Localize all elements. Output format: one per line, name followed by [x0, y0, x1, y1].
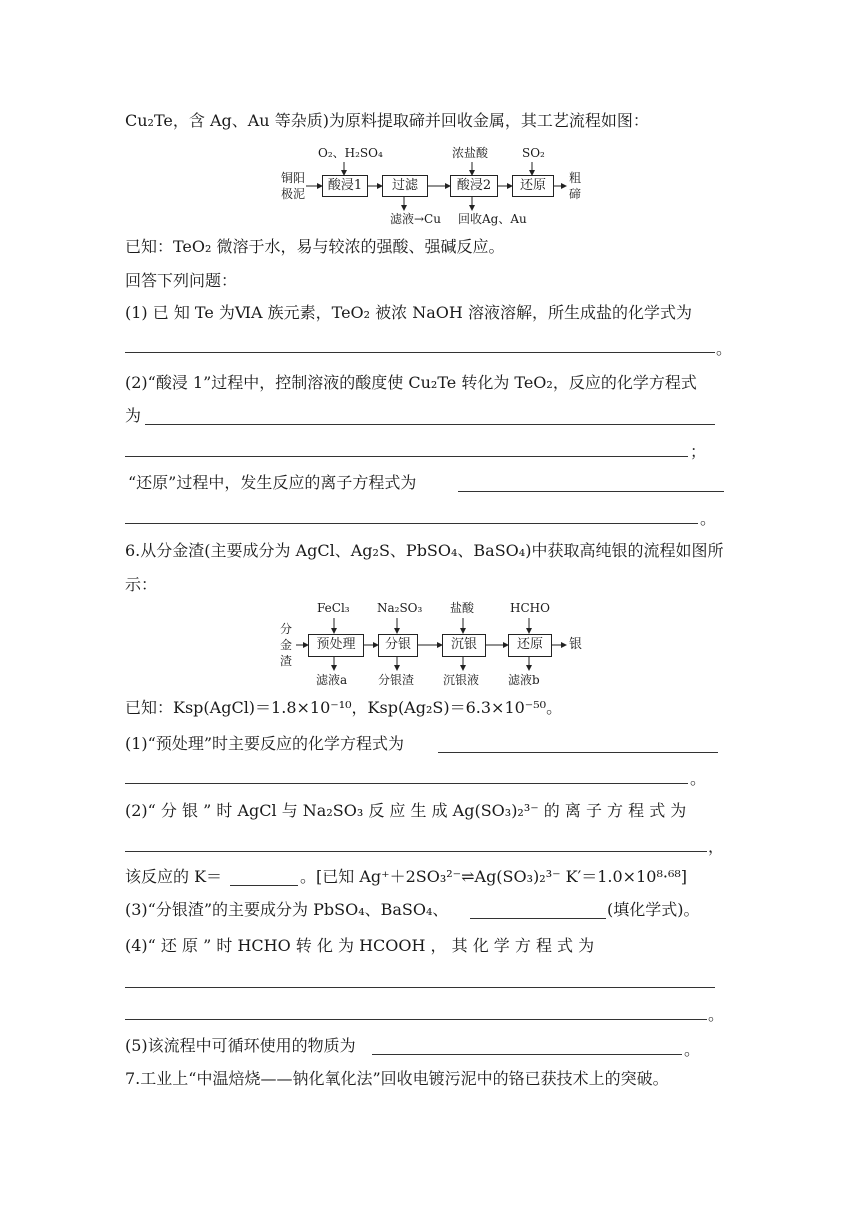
answer-blank-6-5[interactable] — [372, 1054, 682, 1055]
answer-blank-6-5-period: 。 — [684, 1040, 701, 1059]
problem-6-text-cont: 示： — [125, 575, 158, 594]
flow2-input-na2so3: Na₂SO₃ — [377, 601, 423, 615]
flow2-output-filtrate-b: 滤液b — [508, 673, 540, 687]
problem-6-known: 已知：Ksp(AgCl)＝1.8×10⁻¹⁰，Ksp(Ag₂S)＝6.3×10⁻⁵⁰。 — [125, 698, 563, 717]
answer-blank-6-4b[interactable] — [125, 1019, 707, 1020]
question-6-1: (1)“预处理”时主要反应的化学方程式为 — [125, 734, 405, 753]
answer-blank-5-3b-period: 。 — [700, 509, 717, 528]
flow1-input-o2-h2so4: O₂、H₂SO₄ — [318, 146, 383, 160]
question-6-2-k-note: 。[已知 Ag⁺＋2SO₃²⁻⇌Ag(SO₃)₂³⁻ K′＝1.0×10⁸·⁶⁸] — [300, 867, 688, 886]
answer-blank-6-2[interactable] — [125, 851, 707, 852]
text-line-2: 已知：TeO₂ 微溶于水，易与较浓的强酸、强碱反应。 — [125, 237, 505, 256]
text-line-1: Cu₂Te，含 Ag、Au 等杂质)为原料提取碲并回收金属，其工艺流程如图： — [125, 111, 649, 130]
flow1-start-label-2: 极泥 — [280, 187, 305, 201]
flow1-output-filtrate-cu: 滤液→Cu — [390, 212, 441, 226]
answer-blank-6-1b[interactable] — [125, 783, 688, 784]
text-line-3: 回答下列问题： — [125, 271, 238, 290]
flow1-input-so2: SO₂ — [522, 146, 545, 160]
flow1-box-acid-leach-1: 酸浸1 — [322, 175, 368, 197]
question-5-1: (1) 已 知 Te 为ⅥA 族元素，TeO₂ 被浓 NaOH 溶液溶解，所生成盐的化学式为 — [125, 303, 692, 322]
flow1-end-label-2: 碲 — [568, 187, 581, 201]
answer-blank-6-1a[interactable] — [438, 752, 718, 753]
flow1-box-filter: 过滤 — [382, 175, 428, 197]
flow2-start-label-1: 分 — [279, 622, 292, 636]
answer-blank-6-4a[interactable] — [125, 987, 715, 988]
question-5-2-cont: 为 — [125, 406, 142, 425]
flow2-output-silver-liquor: 沉银液 — [443, 673, 480, 687]
problem-6-text: 6.从分金渣(主要成分为 AgCl、Ag₂S、PbSO₄、BaSO₄)中获取高纯银的流程如图所 — [125, 541, 724, 560]
flow1-output-recover-ag-au: 回收Ag、Au — [458, 212, 527, 226]
answer-blank-6-2-k[interactable] — [230, 885, 298, 886]
question-6-3: (3)“分银渣”的主要成分为 PbSO₄、BaSO₄、 — [125, 900, 449, 919]
flow2-box-separate-silver: 分银 — [378, 634, 418, 657]
answer-blank-5-2b-semicolon: ； — [690, 442, 707, 461]
question-6-2-k-prefix: 该反应的 K＝ — [125, 867, 223, 886]
problem-7-text: 7.工业上“中温焙烧——钠化氧化法”回收电镀污泥中的铬已获技术上的突破。 — [125, 1069, 669, 1088]
question-6-3-suffix: (填化学式)。 — [607, 900, 700, 919]
flow2-input-fecl3: FeCl₃ — [317, 601, 350, 615]
answer-blank-6-2-comma: ， — [708, 837, 725, 856]
flow1-input-hcl: 浓盐酸 — [452, 146, 489, 160]
flow1-end-label-1: 粗 — [568, 171, 581, 185]
flow1-start-label-1: 铜阳 — [280, 171, 305, 185]
question-6-5: (5)该流程中可循环使用的物质为 — [125, 1036, 356, 1055]
flow2-input-hcl: 盐酸 — [450, 601, 475, 615]
flow2-end-label: 银 — [569, 637, 583, 652]
flow2-output-silver-residue: 分银渣 — [378, 673, 415, 687]
flow2-output-filtrate-a: 滤液a — [316, 673, 348, 687]
flow2-box-precipitate-silver: 沉银 — [442, 634, 486, 657]
question-6-4: (4)“ 还 原 ” 时 HCHO 转 化 为 HCOOH ， 其 化 学 方 程 式 为 — [125, 936, 595, 955]
flow1-box-reduce: 还原 — [512, 175, 554, 197]
answer-blank-6-1b-period: 。 — [690, 769, 707, 788]
flow1-box-acid-leach-2: 酸浸2 — [450, 175, 498, 197]
flow2-box-reduce: 还原 — [508, 634, 552, 657]
flow2-input-hcho: HCHO — [510, 601, 550, 615]
question-5-3: “还原”过程中，发生反应的离子方程式为 — [128, 473, 417, 492]
flow2-box-pretreat: 预处理 — [308, 634, 364, 657]
flow2-start-label-3: 渣 — [279, 654, 292, 668]
question-5-2: (2)“酸浸 1”过程中，控制溶液的酸度使 Cu₂Te 转化为 TeO₂，反应的化学方程式 — [125, 373, 697, 392]
flow2-start-label-2: 金 — [279, 638, 292, 652]
answer-blank-5-1-period: 。 — [716, 339, 733, 358]
question-6-2: (2)“ 分 银 ” 时 AgCl 与 Na₂SO₃ 反 应 生 成 Ag(SO₃)₂³⁻ 的 离 子 方 程 式 为 — [125, 801, 687, 820]
answer-blank-6-4b-period: 。 — [708, 1005, 725, 1024]
answer-blank-6-3[interactable] — [470, 918, 606, 919]
